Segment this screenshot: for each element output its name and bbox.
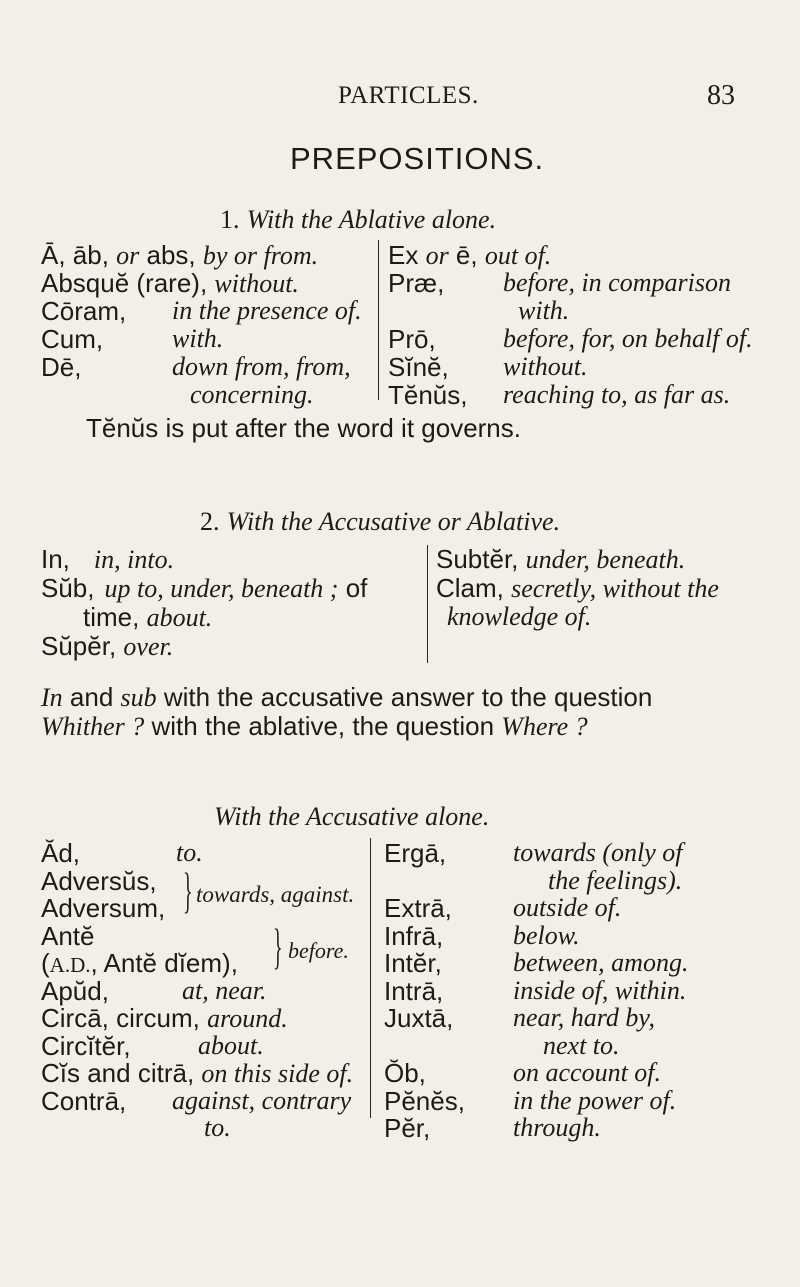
entry-per: Pĕr, <box>384 1113 431 1143</box>
section-2-heading <box>200 506 560 537</box>
in-sub-paragraph-line2: Whither ? with the ablative, the question Where ? <box>41 711 588 741</box>
entry-erga-meaning: towards (only of <box>513 838 683 867</box>
entry-in: In, in, into. <box>41 544 175 574</box>
entry-juxta-meaning-cont: next to. <box>543 1031 620 1060</box>
entry-apud: Apŭd, <box>41 976 109 1006</box>
entry-contra-meaning-cont: to. <box>204 1113 231 1142</box>
entry-prae-meaning-cont: with. <box>518 296 570 325</box>
entry-ob-meaning: on account of. <box>513 1058 662 1087</box>
entry-de-meaning: down from, from, <box>172 352 351 381</box>
entry-inter-meaning: between, among. <box>513 948 689 977</box>
entry-prae: Præ, <box>388 268 445 298</box>
entry-tenus: Tĕnŭs, <box>388 380 468 410</box>
entry-de: Dē, <box>41 352 82 382</box>
entry-apud-meaning: at, near. <box>182 976 267 1005</box>
tenus-note: Tĕnŭs is put after the word it governs. <box>86 413 521 443</box>
entry-de-meaning-cont: concerning. <box>190 380 314 409</box>
entry-cis: Cĭs and citrā, on this side of. <box>41 1058 354 1088</box>
column-divider <box>370 838 371 1118</box>
entry-pro-meaning: before, for, on behalf of. <box>503 324 753 353</box>
entry-tenus-meaning: reaching to, as far as. <box>503 380 731 409</box>
entry-cum: Cum, <box>41 324 104 354</box>
entry-juxta-meaning: near, hard by, <box>513 1003 656 1032</box>
column-divider <box>427 545 428 663</box>
entry-penes-meaning: in the power of. <box>513 1086 677 1115</box>
entry-contra-meaning: against, contrary <box>172 1086 352 1115</box>
section-number: 1. <box>220 205 240 234</box>
section-number: 2. <box>200 507 220 536</box>
entry-sine: Sĭnĕ, <box>388 352 449 382</box>
entry-contra: Contrā, <box>41 1086 127 1116</box>
entry-erga-meaning-cont: the feelings). <box>548 866 683 895</box>
column-divider <box>378 240 379 400</box>
entry-pro: Prō, <box>388 324 436 354</box>
entry-ad-meaning: to. <box>176 838 203 867</box>
entry-a-ab-abs: Ā, āb, or abs, by or from. <box>41 240 319 270</box>
running-head: PARTICLES. <box>338 82 479 109</box>
entry-sine-meaning: without. <box>503 352 588 381</box>
entry-adversus-meaning: towards, against. <box>196 882 355 907</box>
entry-ad: Ăd, <box>41 838 81 868</box>
section-title: With the Accusative or Ablative. <box>226 507 561 536</box>
section-3-heading: With the Accusative alone. <box>214 802 490 831</box>
entry-ob: Ŏb, <box>384 1058 426 1088</box>
entry-infra-meaning: below. <box>513 921 580 950</box>
entry-prae-meaning: before, in comparison <box>503 268 731 297</box>
entry-sub-cont: time, about. <box>83 602 213 632</box>
entry-circiter-meaning: about. <box>198 1031 264 1060</box>
entry-cum-meaning: with. <box>172 324 224 353</box>
entry-adversus: Adversŭs, <box>41 866 157 896</box>
brace: } <box>183 862 193 918</box>
in-sub-paragraph-line1: In and sub with the accusative answer to the question <box>41 682 653 712</box>
entry-penes: Pĕnĕs, <box>384 1086 465 1116</box>
entry-juxta: Juxtā, <box>384 1003 454 1033</box>
entry-inter: Intĕr, <box>384 948 442 978</box>
brace: } <box>273 918 283 974</box>
entry-infra: Infrā, <box>384 921 444 951</box>
entry-erga: Ergā, <box>384 838 447 868</box>
entry-absque: Absquĕ (rare), without. <box>41 268 299 298</box>
entry-clam: Clam, secretly, without the <box>436 573 719 603</box>
entry-intra-meaning: inside of, within. <box>513 976 687 1005</box>
entry-ante: Antĕ <box>41 921 95 951</box>
entry-extra-meaning: outside of. <box>513 893 622 922</box>
entry-coram: Cōram, <box>41 296 127 326</box>
entry-coram-meaning: in the presence of. <box>172 296 362 325</box>
section-title: With the Ablative alone. <box>246 205 497 234</box>
entry-ante-ad: (A.D., Antĕ dĭem), <box>41 948 238 978</box>
entry-per-meaning: through. <box>513 1113 601 1142</box>
entry-sub: Sŭb, up to, under, beneath ; of <box>41 573 368 603</box>
entry-intra: Intrā, <box>384 976 444 1006</box>
entry-circiter: Circĭtĕr, <box>41 1031 131 1061</box>
page-number: 83 <box>707 80 735 111</box>
entry-ex: Ex or ē, out of. <box>388 240 552 270</box>
entry-ante-meaning: before. <box>288 938 349 963</box>
entry-super: Sŭpĕr, over. <box>41 631 174 661</box>
entry-clam-cont: knowledge of. <box>447 602 592 631</box>
section-1-heading <box>220 204 496 235</box>
entry-circa: Circā, circum, around. <box>41 1003 288 1033</box>
page-title: PREPOSITIONS. <box>290 141 545 176</box>
entry-adversum: Adversum, <box>41 893 166 923</box>
entry-extra: Extrā, <box>384 893 452 923</box>
entry-subter: Subtĕr, under, beneath. <box>436 544 686 574</box>
